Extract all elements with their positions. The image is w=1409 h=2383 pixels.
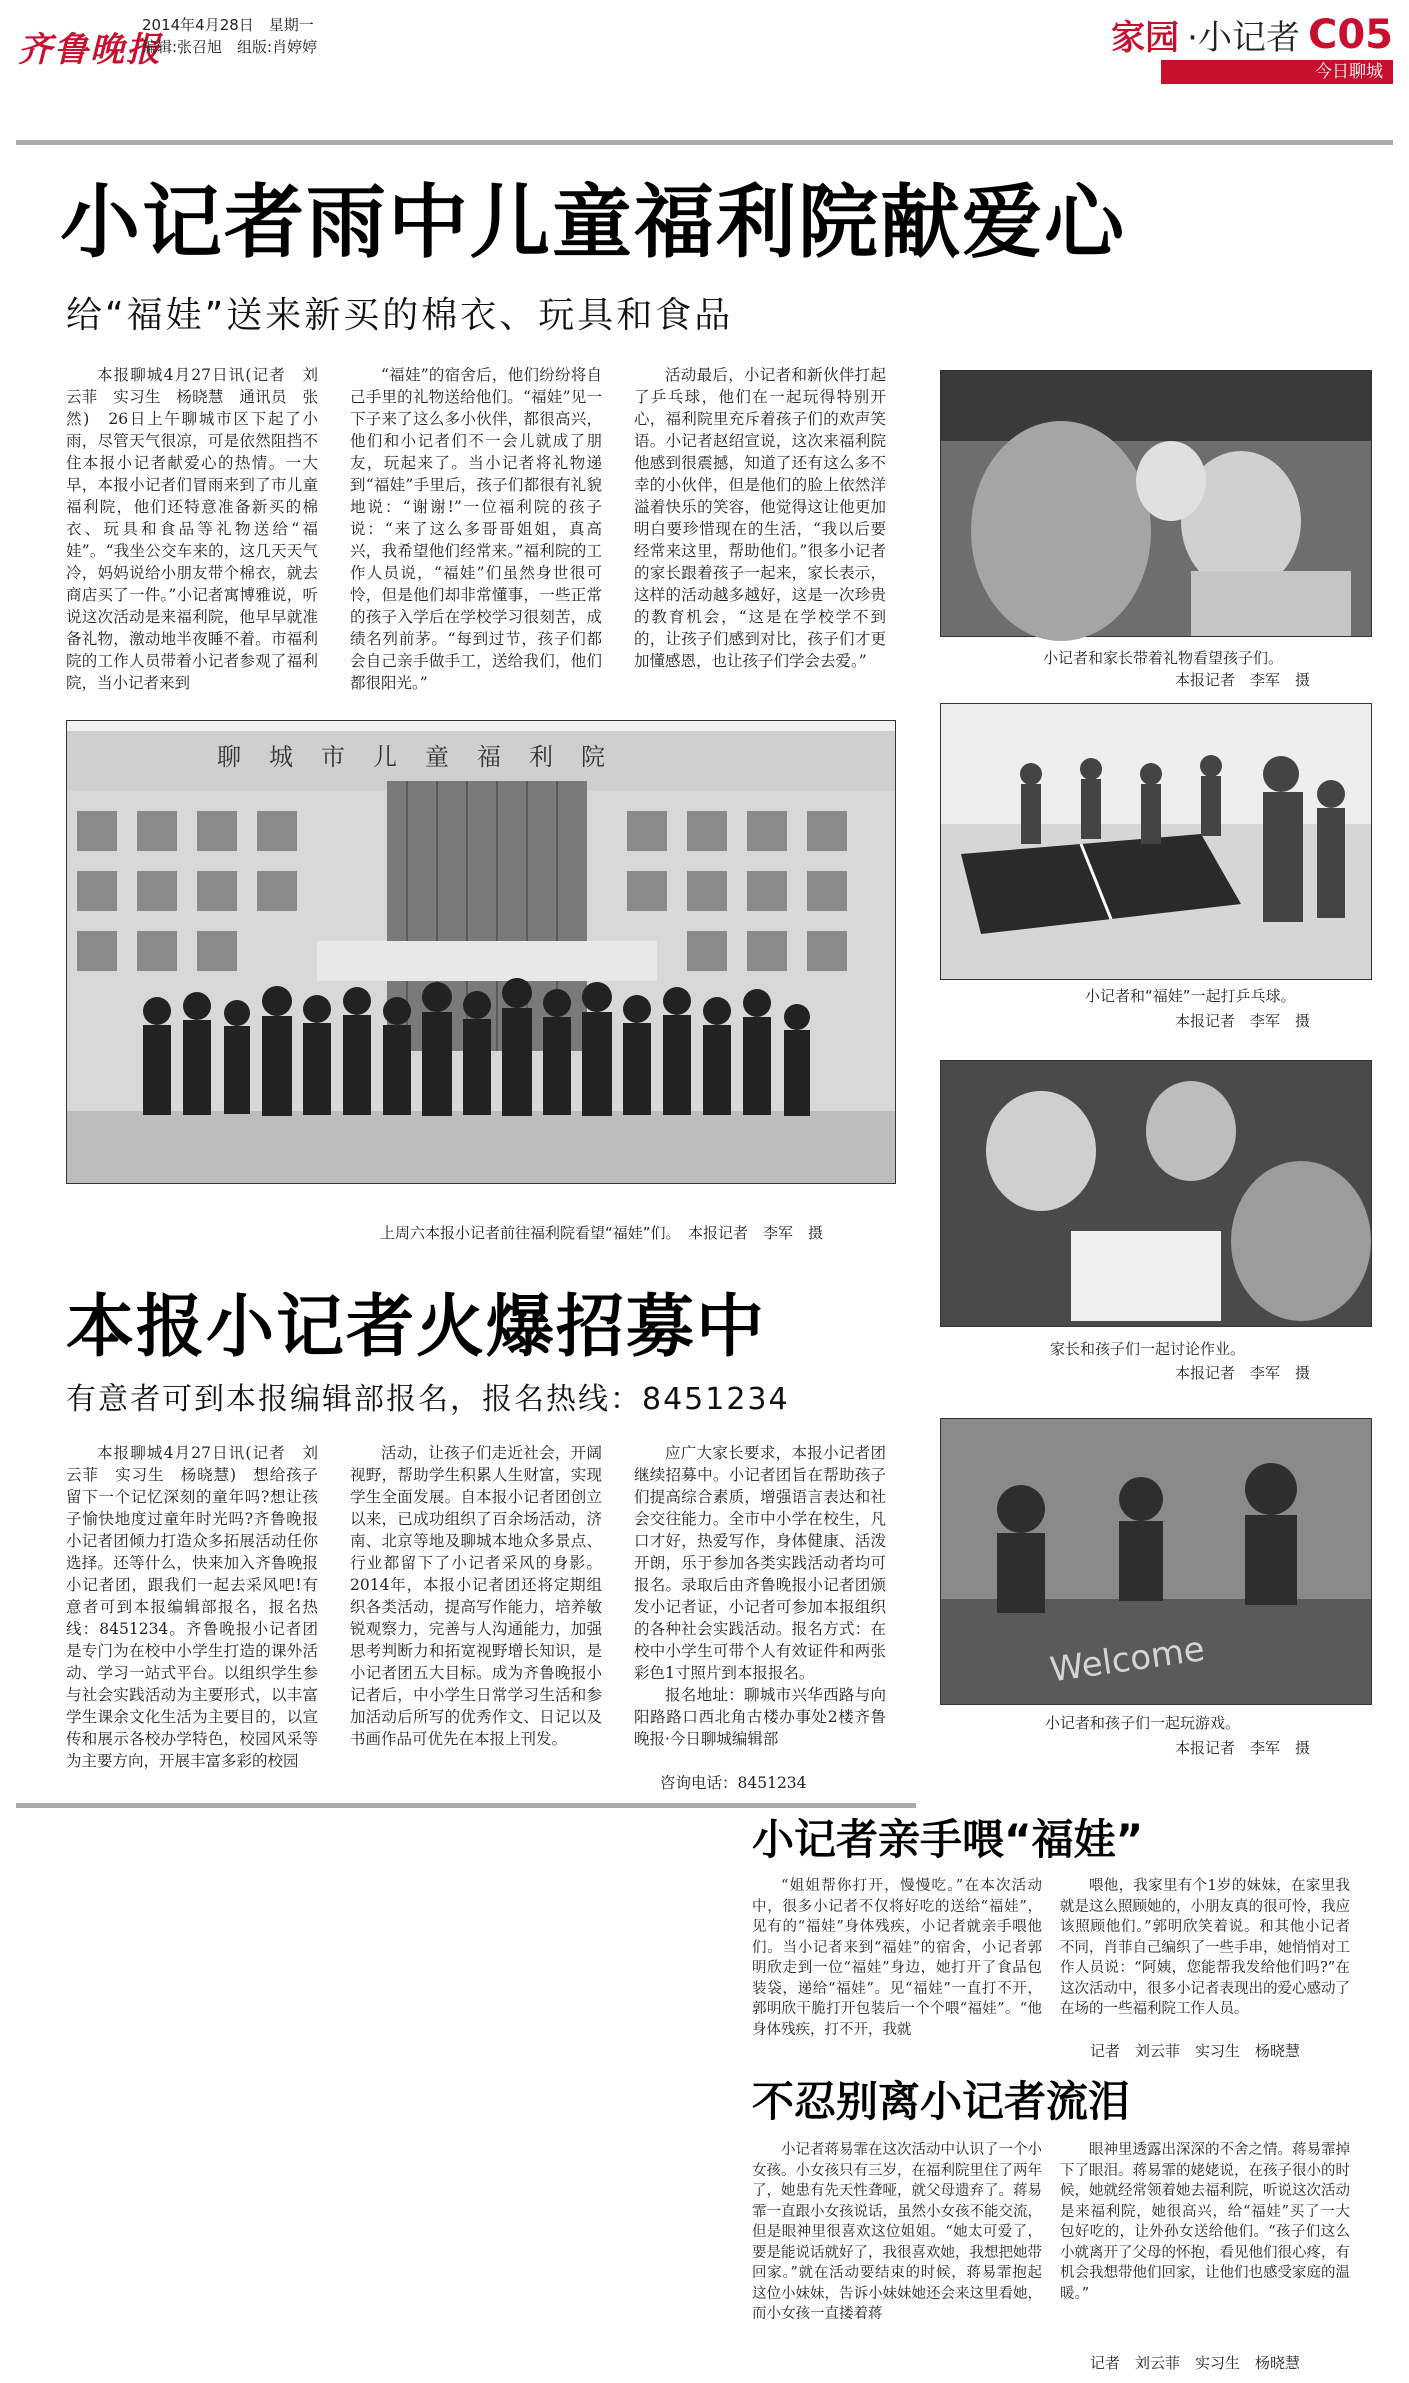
group-photo: [66, 720, 896, 1184]
group-photo-illustration: [67, 721, 895, 1183]
newspaper-logo: 齐鲁晚报: [18, 30, 162, 70]
side-photo-4: [940, 1418, 1372, 1705]
story1-col2-text: “福娃”的宿舍后，他们纷纷将自己手里的礼物送给他们。“福娃”见一下子来了这么多小伙伴，都很高兴，他们和小记者们不一会儿就成了朋友，玩起来了。当小记者将礼物递到“福娃”手里后，孩子们都很有礼貌地说：“谢谢!”一位福利院的孩子说：“来了这么多哥哥姐姐，真高兴，我希望他们经常来。”福利院的工作人员说，“福娃”们虽然身世很可怜，但是他们却非常懂事，一些正常的孩子入学后在学校学习很刻苦，成绩名列前茅。“每到过节，孩子们都会自己亲手做手工，送给我们，他们都很阳光。”: [350, 366, 602, 692]
side-photo-3-credit: 本报记者 李军 摄: [1175, 1364, 1311, 1382]
date-line: 2014年4月28日 星期一: [142, 16, 314, 34]
story3-col2-text: 喂他，我家里有个1岁的妹妹，在家里我就是这么照顾她的，小朋友真的很可怜，我应该照顾他们。”郭明欣笑着说。和其他小记者不同，肖菲自己编织了一些手串，她悄悄对工作人员说：“阿姨，您能帮我发给他们吗?”在这次活动中，很多小记者表现出的爱心感动了在场的一些福利院工作人员。: [1060, 1878, 1350, 2017]
story2-headline: 本报小记者火爆招募中: [66, 1288, 767, 1367]
story2-column-3: [634, 1442, 886, 1682]
story2-address-text: 报名地址：聊城市兴华西路与向阳路路口西北角古楼办事处2楼齐鲁晚报·今日聊城编辑部: [634, 1686, 886, 1748]
story1-column-1: [66, 364, 318, 692]
story1-column-3: [634, 364, 886, 694]
story2-phone: 咨询电话：8451234: [660, 1774, 807, 1792]
middle-rule: [16, 1803, 916, 1808]
side-photo-4-credit: 本报记者 李军 摄: [1175, 1739, 1311, 1757]
story4-col2-text: 眼神里透露出深深的不舍之情。蒋易霏掉下了眼泪。蒋易霏的姥姥说，在孩子很小的时候，她就经常领着她去福利院，听说这次活动是来福利院，她很高兴，给“福娃”买了一大包好吃的，让外孙女送给他们。“孩子们这么小就离开了父母的怀抱，看见他们很心疼，有机会我想带他们回家，让他们也感受家庭的温暖。”: [1060, 2142, 1350, 2302]
story1-subhead: 给“福娃”送来新买的棉衣、玩具和食品: [66, 295, 734, 336]
side-photo-4-caption: 小记者和孩子们一起玩游戏。: [1045, 1714, 1241, 1732]
story2-column-1: [66, 1442, 318, 1810]
side-photo-1-illustration: [941, 371, 1371, 636]
building-sign-text: 聊城市儿童福利院: [217, 743, 633, 771]
side-photo-2-illustration: [941, 704, 1371, 979]
story4-column-1: [752, 2140, 1042, 2370]
side-photo-2: [940, 703, 1372, 980]
story2-subhead: 有意者可到本报编辑部报名，报名热线：8451234: [66, 1382, 790, 1417]
editor-line: 编辑:张召旭 组版:肖婷婷: [142, 38, 318, 56]
story3-col1-text: “姐姐帮你打开，慢慢吃。”在本次活动中，很多小记者不仅将好吃的送给“福娃”，见有的“福娃”身体残疾，小记者就亲手喂他们。当小记者来到“福娃”的宿舍，小记者郭明欣走到一位“福娃”身边，她打开了食品包装袋，递给“福娃”。见“福娃”一直打不开，郭明欣干脆打开包装后一个个喂“福娃”。“他身体残疾，打不开，我就: [752, 1878, 1042, 2038]
top-rule: [16, 140, 1393, 145]
story1-headline: 小记者雨中儿童福利院献爱心: [60, 176, 1126, 269]
side-photo-4-illustration: [941, 1419, 1371, 1704]
story4-headline: 不忍别离小记者流泪: [752, 2077, 1131, 2126]
local-edition-tag: 今日聊城: [1161, 60, 1393, 84]
main-photo-caption: 上周六本报小记者前往福利院看望“福娃”们。 本报记者 李军 摄: [380, 1224, 824, 1242]
side-photo-2-credit: 本报记者 李军 摄: [1175, 1012, 1311, 1030]
story4-column-2: [1060, 2140, 1350, 2345]
side-photo-3-illustration: [941, 1061, 1371, 1326]
page-number: C05: [1307, 11, 1393, 58]
story1-col3-text: 活动最后，小记者和新伙伴打起了乒乓球，他们在一起玩得特别开心，福利院里充斥着孩子们的欢声笑语。小记者赵绍宣说，这次来福利院他感到很震撼，知道了还有这么多不幸的小伙伴，但是他们的脸上依然洋溢着快乐的笑容，他觉得这让他更加明白要珍惜现在的生活，“我以后要经常来这里，帮助他们。”很多小记者的家长跟着孩子一起来，家长表示，这样的活动越多越好，这是一次珍贵的教育机会，“这是在学校学不到的，让孩子们感到对比，孩子们才更加懂感恩，也让孩子们学会去爱。”: [634, 366, 886, 670]
story3-column-2: [1060, 1876, 1350, 2036]
story2-column-2: [350, 1442, 602, 1810]
story3-headline: 小记者亲手喂“福娃”: [752, 1815, 1144, 1864]
story2-col3-text: 应广大家长要求，本报小记者团继续招募中。小记者团旨在帮助孩子们提高综合素质，增强语言表达和社会交往能力。全市中小学在校生，凡口才好，热爱写作，身体健康、活泼开朗，乐于参加各类实践活动者均可报名。录取后由齐鲁晚报小记者团颁发小记者证，小记者可参加本报组织的各种社会实践活动。报名方式：在校中小学生可带个人有效证件和两张彩色1寸照片到本报报名。: [634, 1444, 886, 1682]
side-photo-1-credit: 本报记者 李军 摄: [1175, 671, 1311, 689]
side-photo-3: [940, 1060, 1372, 1327]
story3-byline: 记者 刘云菲 实习生 杨晓慧: [1090, 2042, 1301, 2060]
section-subname: ·小记者: [1187, 18, 1300, 58]
story4-byline: 记者 刘云菲 实习生 杨晓慧: [1090, 2354, 1301, 2372]
side-photo-1: [940, 370, 1372, 637]
side-photo-2-caption: 小记者和“福娃”一起打乒乓球。: [1085, 987, 1296, 1005]
side-photo-3-caption: 家长和孩子们一起讨论作业。: [1050, 1340, 1246, 1358]
story2-col1-text: 本报聊城4月27日讯(记者 刘云菲 实习生 杨晓慧) 想给孩子留下一个记忆深刻的童年吗?想让孩子愉快地度过童年时光吗?齐鲁晚报小记者团倾力打造众多拓展活动任你选择。还等什么，快来加入齐鲁晚报小记者团，跟我们一起去采风吧!有意者可到本报编辑部报名，报名热线：8451234。齐鲁晚报小记者团是专门为在校中小学生打造的课外活动、学习一站式平台。以组织学生参与社会实践活动为主要形式，以丰富学生课余文化生活为主要目的，以宣传和展示各校办学特色，校园风采等为主要方向，开展丰富多彩的校园: [66, 1444, 318, 1770]
story1-col1-text: 本报聊城4月27日讯(记者 刘云菲 实习生 杨晓慧 通讯员 张然) 26日上午聊城市区下起了小雨，尽管天气很凉，可是依然阻挡不住本报小记者献爱心的热情。一大早，本报小记者们冒雨来到了市儿童福利院，他们还特意准备新买的棉衣、玩具和食品等礼物送给“福娃”。“我坐公交车来的，这几天天气冷，妈妈说给小朋友带个棉衣，就去商店买了一件。”小记者寓博雅说，听说这次活动是来福利院，他早早就准备礼物，激动地半夜睡不着。市福利院的工作人员带着小记者参观了福利院，当小记者来到: [66, 366, 318, 692]
story2-address: [634, 1684, 886, 1750]
side-photo-1-caption: 小记者和家长带着礼物看望孩子们。: [1043, 649, 1284, 667]
section-header: [1111, 10, 1393, 59]
story1-column-2: [350, 364, 602, 692]
svg-text:Welcome: Welcome: [1047, 1629, 1208, 1691]
story3-column-1: [752, 1876, 1042, 2062]
story4-col1-text: 小记者蒋易霏在这次活动中认识了一个小女孩。小女孩只有三岁，在福利院里住了两年了，她患有先天性聋哑，就父母遗弃了。蒋易霏一直跟小女孩说话，虽然小女孩不能交流，但是眼神里很喜欢这位姐姐。“她太可爱了，要是能说话就好了，我很喜欢她，我想把她带回家。”就在活动要结束的时候，蒋易霏抱起这位小妹妹，告诉小妹妹她还会来这里看她，而小女孩一直搂着蒋: [752, 2142, 1042, 2322]
section-name: 家园: [1111, 18, 1180, 58]
story2-col2-text: 活动，让孩子们走近社会，开阔视野，帮助学生积累人生财富，实现学生全面发展。自本报小记者团创立以来，已成功组织了百余场活动，济南、北京等地及聊城本地众多景点、行业都留下了小记者采风的身影。2014年，本报小记者团还将定期组织各类活动，提高写作能力，培养敏锐观察力，完善与人沟通能力，加强思考判断力和拓宽视野增长知识，是小记者团五大目标。成为齐鲁晚报小记者后，中小学生日常学习生活和参加活动后所写的优秀作文、日记以及书画作品可优先在本报上刊发。: [350, 1444, 602, 1748]
